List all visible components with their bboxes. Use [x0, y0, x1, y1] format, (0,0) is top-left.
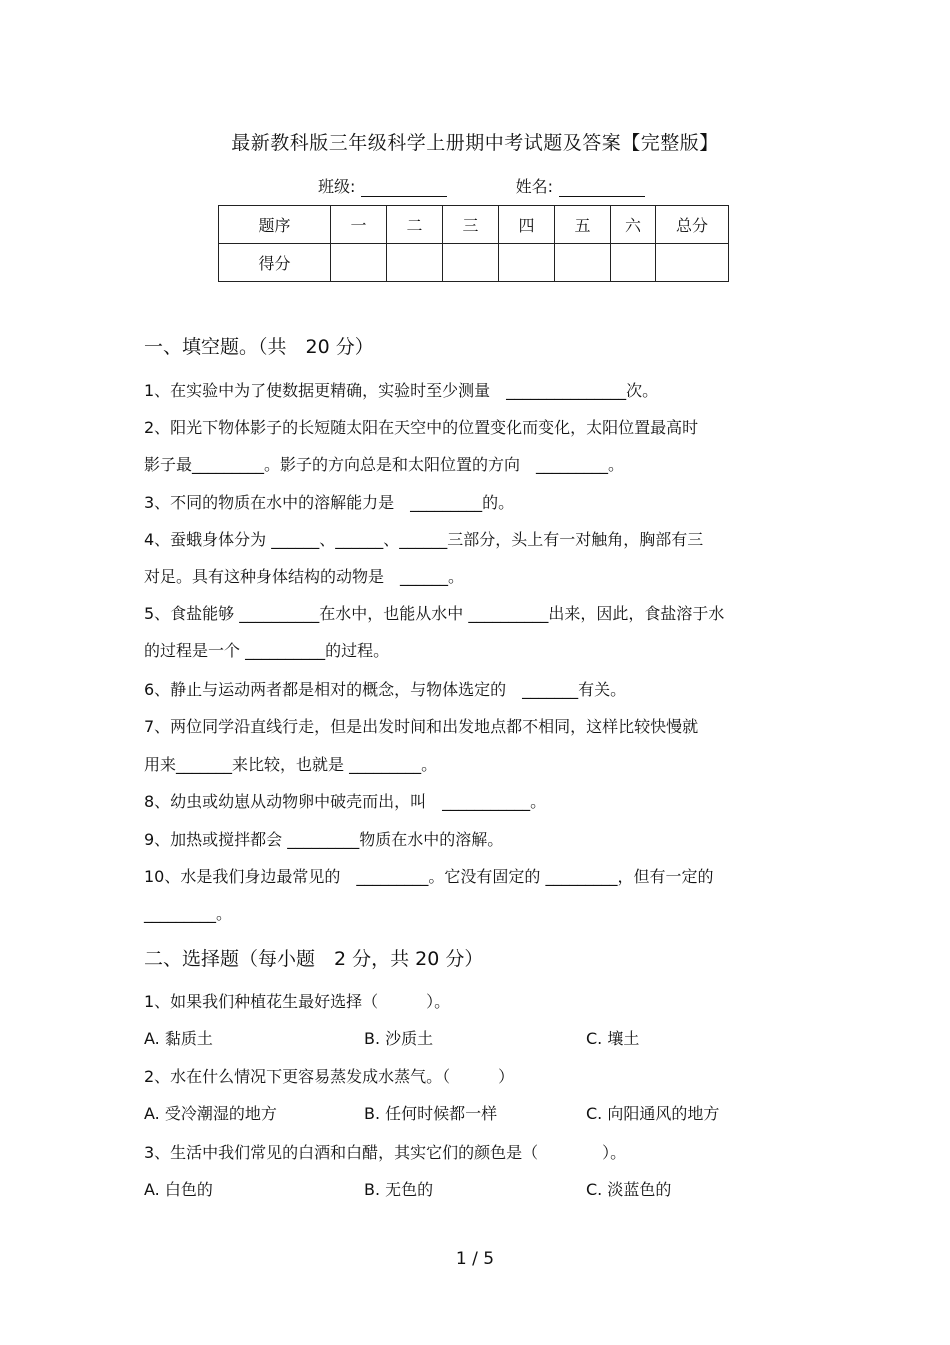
question-line: 10、水是我们身边最常见的 _________。它没有固定的 _________，但有一定的 — [144, 867, 714, 886]
score-cell — [555, 244, 611, 282]
page-number: 1 / 5 — [455, 1249, 495, 1269]
choice-question: 1、如果我们种植花生最好选择（ ）。 — [144, 992, 451, 1011]
name-label: 姓名: — [515, 177, 553, 196]
question-line: 用来_______来比较，也就是 _________。 — [144, 755, 438, 774]
score-header-cell: 二 — [387, 206, 443, 244]
score-cell — [499, 244, 555, 282]
score-cell — [656, 244, 729, 282]
option-b: B. 沙质土 — [364, 1029, 434, 1048]
option-c: C. 向阳通风的地方 — [586, 1104, 720, 1123]
option-c: C. 壤土 — [586, 1029, 640, 1048]
question-line: _________。 — [144, 904, 233, 923]
score-cell — [611, 244, 656, 282]
score-table-score-row — [219, 244, 729, 282]
score-header-cell: 四 — [499, 206, 555, 244]
section2-title: 二、选择题（每小题 2 分，共 20 分） — [144, 948, 484, 970]
score-cell — [387, 244, 443, 282]
question-line: 6、静止与运动两者都是相对的概念，与物体选定的 _______有关。 — [144, 680, 627, 699]
score-header-cell: 题序 — [219, 206, 331, 244]
question-line: 3、不同的物质在水中的溶解能力是 _________的。 — [144, 493, 515, 512]
option-a: A. 黏质土 — [144, 1029, 213, 1048]
option-b: B. 无色的 — [364, 1180, 434, 1199]
score-table-header-row — [219, 206, 729, 244]
score-header-cell: 三 — [443, 206, 499, 244]
option-a: A. 受冷潮湿的地方 — [144, 1104, 277, 1123]
question-line: 2、阳光下物体影子的长短随太阳在天空中的位置变化而变化，太阳位置最高时 — [144, 418, 699, 437]
class-blank — [361, 180, 447, 197]
question-line: 7、两位同学沿直线行走，但是出发时间和出发地点都不相同，这样比较快慢就 — [144, 717, 699, 736]
section1-title: 一、填空题。（共 20 分） — [144, 336, 374, 358]
question-line: 8、幼虫或幼崽从动物卵中破壳而出，叫 ___________。 — [144, 792, 547, 811]
score-table — [218, 205, 729, 282]
question-line: 1、在实验中为了使数据更精确，实验时至少测量 _______________次。 — [144, 381, 659, 400]
class-label: 班级: — [318, 177, 356, 196]
student-info-row — [318, 174, 645, 197]
question-line: 对足。具有这种身体结构的动物是 ______。 — [144, 567, 465, 586]
choice-question: 3、生活中我们常见的白酒和白醋，其实它们的颜色是（ ）。 — [144, 1143, 627, 1162]
score-header-cell: 五 — [555, 206, 611, 244]
question-line: 9、加热或搅拌都会 _________物质在水中的溶解。 — [144, 830, 504, 849]
score-header-cell: 一 — [331, 206, 387, 244]
score-header-cell: 六 — [611, 206, 656, 244]
score-header-cell: 总分 — [656, 206, 729, 244]
question-line: 4、蚕蛾身体分为 ______、______、______三部分，头上有一对触角，胸部有三 — [144, 530, 704, 549]
score-row-label: 得分 — [219, 244, 331, 282]
page-title: 最新教科版三年级科学上册期中考试题及答案【完整版】 — [231, 132, 719, 154]
question-line: 的过程是一个 __________的过程。 — [144, 641, 390, 660]
score-cell — [331, 244, 387, 282]
question-line: 影子最_________。影子的方向总是和太阳位置的方向 _________。 — [144, 455, 625, 474]
name-blank — [559, 180, 645, 197]
option-a: A. 白色的 — [144, 1180, 213, 1199]
choice-question: 2、水在什么情况下更容易蒸发成水蒸气。（ ） — [144, 1067, 515, 1086]
question-line: 5、食盐能够 __________在水中，也能从水中 __________出来，因此，食盐溶于水 — [144, 604, 725, 623]
option-c: C. 淡蓝色的 — [586, 1180, 672, 1199]
option-b: B. 任何时候都一样 — [364, 1104, 498, 1123]
score-cell — [443, 244, 499, 282]
